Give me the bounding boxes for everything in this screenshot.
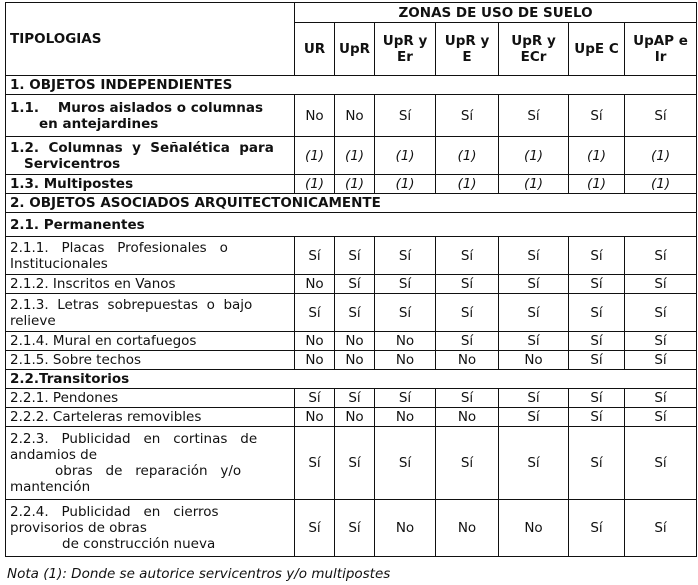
row-label-line: Servicentros [24, 155, 121, 172]
table-row [6, 500, 697, 557]
value-cell: Sí [499, 237, 569, 275]
value-cell: (1) [375, 175, 436, 194]
value-cell: Sí [375, 95, 436, 137]
value-cell: Sí [375, 237, 436, 275]
value-cell: No [295, 332, 335, 351]
value-cell: Sí [295, 427, 335, 500]
row-label-line: en antejardines [39, 115, 159, 132]
section-title: 1. OBJETOS INDEPENDIENTES [6, 76, 697, 95]
row-label-line: Institucionales [10, 255, 108, 272]
value-cell: Sí [375, 275, 436, 294]
table-row [6, 408, 697, 427]
table-row [6, 175, 697, 194]
value-cell: (1) [499, 137, 569, 175]
value-cell: No [295, 351, 335, 370]
value-cell: No [375, 408, 436, 427]
value-cell: Sí [569, 294, 625, 332]
value-cell: No [295, 275, 335, 294]
value-cell: (1) [375, 137, 436, 175]
row-label-line: relieve [10, 312, 56, 329]
value-cell: No [335, 408, 375, 427]
row-label: 2.1.5. Sobre techos [6, 351, 295, 370]
value-cell: Sí [335, 237, 375, 275]
row-label-line: obras de reparación y/o [55, 463, 242, 479]
row-label-line: andamios de [10, 447, 98, 463]
value-cell: Sí [436, 275, 499, 294]
value-cell: Sí [569, 332, 625, 351]
value-cell: (1) [569, 175, 625, 194]
row-label [6, 95, 295, 137]
value-cell: Sí [335, 500, 375, 557]
col-header: UR [295, 23, 335, 76]
value-cell: Sí [625, 95, 697, 137]
section-row [6, 76, 697, 95]
row-label: 2.1.2. Inscritos en Vanos [6, 275, 295, 294]
value-cell: Sí [625, 294, 697, 332]
value-cell: Sí [335, 389, 375, 408]
value-cell: Sí [569, 275, 625, 294]
value-cell: Sí [436, 294, 499, 332]
value-cell: Sí [569, 237, 625, 275]
value-cell: Sí [295, 237, 335, 275]
value-cell: Sí [436, 332, 499, 351]
value-cell: Sí [625, 237, 697, 275]
value-cell: (1) [499, 175, 569, 194]
value-cell: Sí [569, 95, 625, 137]
section-title: 2. OBJETOS ASOCIADOS ARQUITECTONICAMENTE [6, 194, 697, 213]
typologies-header: TIPOLOGIAS [6, 3, 295, 76]
row-label: 2.2.2. Carteleras removibles [6, 408, 295, 427]
value-cell: Sí [295, 294, 335, 332]
header-row-zones [6, 3, 697, 23]
row-label [6, 500, 295, 557]
value-cell: No [335, 332, 375, 351]
value-cell: Sí [335, 427, 375, 500]
value-cell: Sí [436, 95, 499, 137]
section-row [6, 213, 697, 237]
value-cell: No [335, 351, 375, 370]
row-label-line: 2.2.4. Publicidad en cierros [10, 504, 219, 520]
value-cell: Sí [499, 427, 569, 500]
value-cell: Sí [295, 389, 335, 408]
value-cell: (1) [436, 175, 499, 194]
value-cell: Sí [436, 427, 499, 500]
table-row [6, 351, 697, 370]
value-cell: (1) [295, 137, 335, 175]
row-label-line: 2.1.3. Letras sobrepuestas o bajo [10, 296, 253, 313]
section-title: 2.1. Permanentes [6, 213, 697, 237]
value-cell: Sí [625, 332, 697, 351]
table-row [6, 332, 697, 351]
row-label-line: mantención [10, 479, 91, 495]
value-cell: No [375, 332, 436, 351]
row-label: 2.2.1. Pendones [6, 389, 295, 408]
value-cell: Sí [499, 294, 569, 332]
col-header: UpR y ECr [499, 23, 569, 76]
value-cell: Sí [625, 275, 697, 294]
row-label-line: provisorios de obras [10, 520, 147, 536]
value-cell: No [499, 500, 569, 557]
value-cell: (1) [335, 175, 375, 194]
value-cell: Sí [499, 95, 569, 137]
value-cell: No [499, 351, 569, 370]
value-cell: Sí [625, 500, 697, 557]
col-header: UpR [335, 23, 375, 76]
value-cell: Sí [625, 351, 697, 370]
value-cell: Sí [375, 389, 436, 408]
value-cell: Sí [569, 351, 625, 370]
value-cell: Sí [499, 408, 569, 427]
zones-header: ZONAS DE USO DE SUELO [295, 3, 697, 23]
value-cell: Sí [436, 237, 499, 275]
col-header: UpR y Er [375, 23, 436, 76]
value-cell: Sí [569, 427, 625, 500]
value-cell: Sí [295, 500, 335, 557]
value-cell: Sí [335, 294, 375, 332]
row-label [6, 427, 295, 500]
value-cell: Sí [436, 389, 499, 408]
value-cell: (1) [625, 175, 697, 194]
value-cell: No [375, 500, 436, 557]
value-cell: Sí [499, 389, 569, 408]
row-label: 1.3. Multipostes [6, 175, 295, 194]
value-cell: Sí [625, 427, 697, 500]
value-cell: No [436, 408, 499, 427]
table-row [6, 275, 697, 294]
footnote: Nota (1): Donde se autorice servicentros y/o multipostes [7, 566, 391, 582]
section-row [6, 370, 697, 389]
col-header: UpE C [569, 23, 625, 76]
table-row [6, 95, 697, 137]
row-label [6, 294, 295, 332]
value-cell: (1) [625, 137, 697, 175]
value-cell: No [436, 351, 499, 370]
section-title: 2.2.Transitorios [6, 370, 697, 389]
value-cell: Sí [569, 389, 625, 408]
section-row [6, 194, 697, 213]
value-cell: Sí [569, 408, 625, 427]
value-cell: Sí [625, 408, 697, 427]
value-cell: (1) [335, 137, 375, 175]
table-row [6, 389, 697, 408]
value-cell: (1) [569, 137, 625, 175]
value-cell: Sí [499, 332, 569, 351]
value-cell: (1) [436, 137, 499, 175]
value-cell: Sí [375, 294, 436, 332]
value-cell: Sí [569, 500, 625, 557]
col-header: UpAP e Ir [625, 23, 697, 76]
table-row [6, 237, 697, 275]
row-label-line: 2.2.3. Publicidad en cortinas de [10, 431, 258, 447]
row-label: 2.1.4. Mural en cortafuegos [6, 332, 295, 351]
table-row [6, 137, 697, 175]
col-header: UpR y E [436, 23, 499, 76]
value-cell: No [375, 351, 436, 370]
value-cell: Sí [499, 275, 569, 294]
row-label-line: 1.2. Columnas y Señalética para [10, 139, 274, 156]
value-cell: No [436, 500, 499, 557]
table-row [6, 294, 697, 332]
value-cell: Sí [625, 389, 697, 408]
value-cell: Sí [375, 427, 436, 500]
row-label-line: 1.1. Muros aislados o columnas [10, 99, 264, 116]
table-row [6, 427, 697, 500]
zoning-table [5, 2, 697, 557]
value-cell: No [335, 95, 375, 137]
value-cell: (1) [295, 175, 335, 194]
row-label-line: de construcción nueva [62, 536, 216, 552]
row-label [6, 237, 295, 275]
row-label-line: 2.1.1. Placas Profesionales o [10, 239, 228, 256]
row-label [6, 137, 295, 175]
value-cell: No [295, 408, 335, 427]
value-cell: Sí [335, 275, 375, 294]
value-cell: No [295, 95, 335, 137]
